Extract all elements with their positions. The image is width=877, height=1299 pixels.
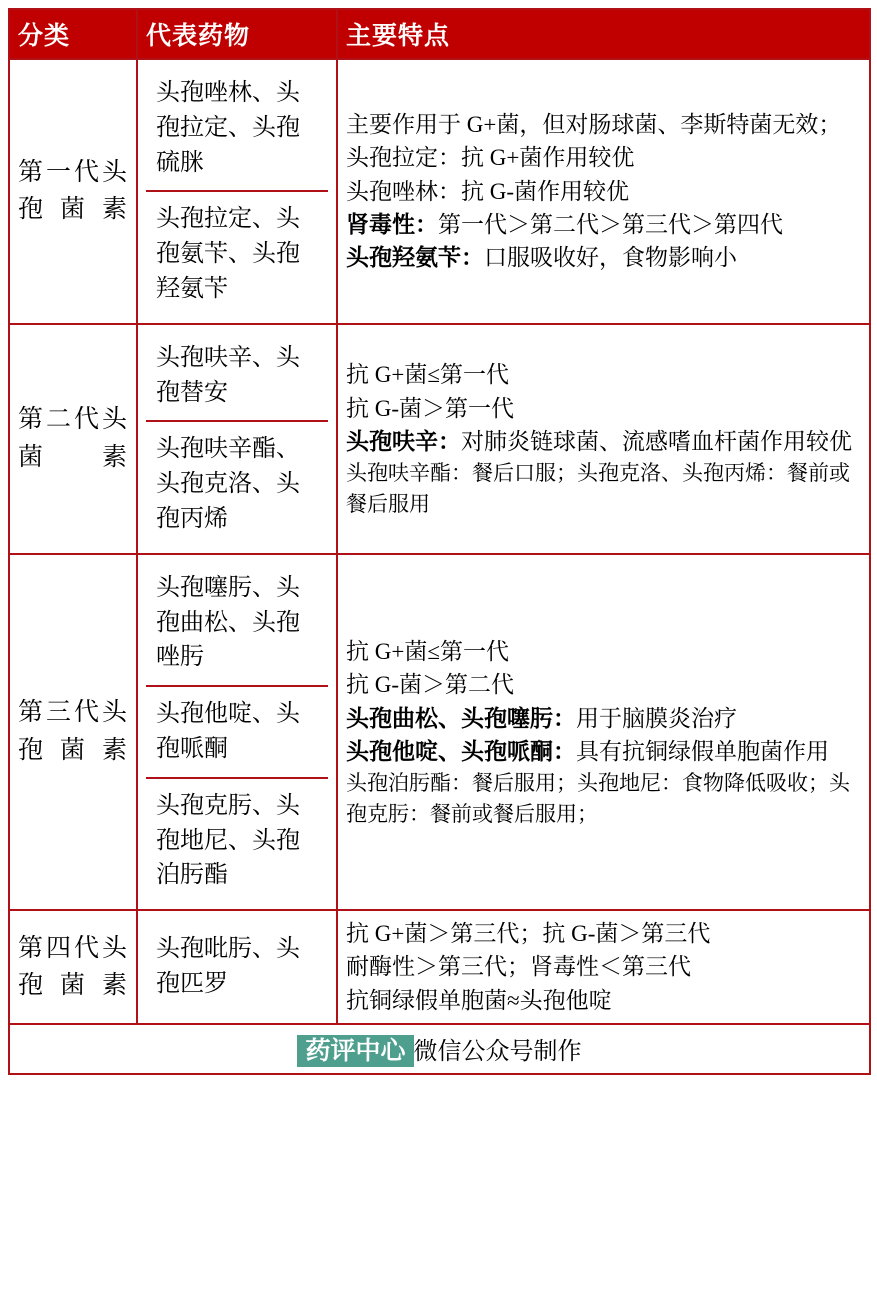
feature-text: 抗 G-菌＞第一代 xyxy=(346,395,515,421)
feature-tail: 用于脑膜炎治疗 xyxy=(576,705,737,731)
feature-line xyxy=(346,175,861,208)
feature-text: 肾毒性： xyxy=(346,212,438,238)
table-row xyxy=(9,554,870,910)
feature-line xyxy=(346,984,861,1017)
feature-text: 头孢泊肟酯：餐后服用；头孢地尼：食物降低吸收；头孢克肟：餐前或餐后服用； xyxy=(346,771,850,826)
generation-name: 第一代头孢菌素 xyxy=(9,59,137,324)
feature-text: 头孢呋辛： xyxy=(346,429,461,454)
footer-row xyxy=(9,1024,870,1074)
drug-group-list xyxy=(146,66,328,317)
drug-group-cell xyxy=(137,554,337,910)
table-row xyxy=(9,324,870,554)
drug-group-cell xyxy=(137,59,337,324)
feature-tail: 第一代＞第二代＞第三代＞第四代 xyxy=(438,212,783,238)
feature-cell xyxy=(337,910,870,1024)
footer-cell xyxy=(9,1024,870,1074)
drug-group-text: 头孢他啶、头孢哌酮 xyxy=(146,686,328,778)
drug-group-row xyxy=(146,686,328,778)
feature-line xyxy=(346,425,861,458)
feature-text: 抗铜绿假单胞菌≈头孢他啶 xyxy=(346,987,612,1013)
drug-group-text: 头孢克肟、头孢地尼、头孢泊肟酯 xyxy=(156,792,300,889)
feature-text: 抗 G+菌≤第一代 xyxy=(346,638,509,664)
feature-line xyxy=(346,108,861,141)
feature-line xyxy=(346,735,861,768)
drug-group-text: 头孢唑林、头孢拉定、头孢硫脒 xyxy=(146,66,328,191)
drug-group-cell xyxy=(137,910,337,1024)
header-category: 分类 xyxy=(9,9,137,59)
feature-text: 头孢拉定：抗 G+菌作用较优 xyxy=(346,145,635,171)
drug-group-row xyxy=(146,191,328,316)
feature-line xyxy=(346,768,861,829)
header-drugs: 代表药物 xyxy=(137,9,337,59)
table-body xyxy=(9,59,870,1024)
feature-line xyxy=(346,458,861,519)
brand-badge: 药评中心 xyxy=(297,1035,413,1067)
header-features: 主要特点 xyxy=(337,9,870,59)
feature-line xyxy=(346,702,861,735)
feature-text: 耐酶性＞第三代；肾毒性＜第三代 xyxy=(346,954,691,980)
feature-line xyxy=(346,358,861,391)
feature-line xyxy=(346,917,861,950)
feature-text: 头孢唑林：抗 G-菌作用较优 xyxy=(346,178,630,204)
feature-text: 抗 G+菌＞第三代；抗 G-菌＞第三代 xyxy=(346,921,711,947)
table-header xyxy=(9,9,870,59)
feature-cell xyxy=(337,59,870,324)
feature-cell xyxy=(337,324,870,554)
generation-name: 第二代头菌素 xyxy=(9,324,137,554)
feature-tail: 具有抗铜绿假单胞菌作用 xyxy=(576,738,829,764)
footer-text: 微信公众号制作 xyxy=(413,1038,582,1066)
drug-group-row xyxy=(146,421,328,546)
feature-text: 头孢他啶、头孢哌酮： xyxy=(346,738,576,764)
feature-line xyxy=(346,950,861,983)
drug-group-text: 头孢呋辛、头孢替安 xyxy=(146,331,328,422)
drug-group-row xyxy=(146,331,328,422)
feature-text: 抗 G+菌≤第一代 xyxy=(346,362,509,388)
feature-line xyxy=(346,241,861,274)
feature-line xyxy=(346,668,861,701)
feature-line xyxy=(346,392,861,425)
drug-group-row xyxy=(146,66,328,191)
generation-name: 第三代头孢菌素 xyxy=(9,554,137,910)
feature-text: 抗 G-菌＞第二代 xyxy=(346,672,515,698)
feature-line xyxy=(346,208,861,241)
feature-text: 头孢羟氨苄： xyxy=(346,245,484,271)
feature-cell xyxy=(337,554,870,910)
drug-group-text: 头孢呋辛酯、头孢克洛、头孢丙烯 xyxy=(156,436,300,532)
drug-group-text: 头孢噻肟、头孢曲松、头孢唑肟 xyxy=(146,561,328,686)
drug-group-list xyxy=(146,561,328,903)
drug-group-list xyxy=(146,331,328,547)
generation-name: 第四代头孢菌素 xyxy=(9,910,137,1024)
feature-tail: 对肺炎链球菌、流感嗜血杆菌作用较优 xyxy=(461,429,852,454)
drug-group-text: 头孢吡肟、头孢匹罗 xyxy=(156,936,300,998)
drug-group-text: 头孢拉定、头孢氨苄、头孢羟氨苄 xyxy=(156,206,300,302)
feature-line xyxy=(346,141,861,174)
feature-text: 头孢曲松、头孢噻肟： xyxy=(346,705,576,731)
drug-group-row xyxy=(146,561,328,686)
feature-text: 头孢呋辛酯：餐后口服；头孢克洛、头孢丙烯：餐前或餐后服用 xyxy=(346,461,850,516)
feature-text: 主要作用于 G+菌，但对肠球菌、李斯特菌无效； xyxy=(346,112,842,138)
drug-group-cell xyxy=(137,324,337,554)
cephalosporin-table xyxy=(8,8,871,1075)
drug-group-list xyxy=(146,922,328,1012)
drug-group-row xyxy=(146,778,328,903)
feature-tail: 口服吸收好，食物影响小 xyxy=(484,245,737,271)
feature-line xyxy=(346,635,861,668)
table-footer xyxy=(9,1024,870,1074)
header-row xyxy=(9,9,870,59)
drug-group-row xyxy=(146,922,328,1012)
table-row xyxy=(9,910,870,1024)
table-row xyxy=(9,59,870,324)
